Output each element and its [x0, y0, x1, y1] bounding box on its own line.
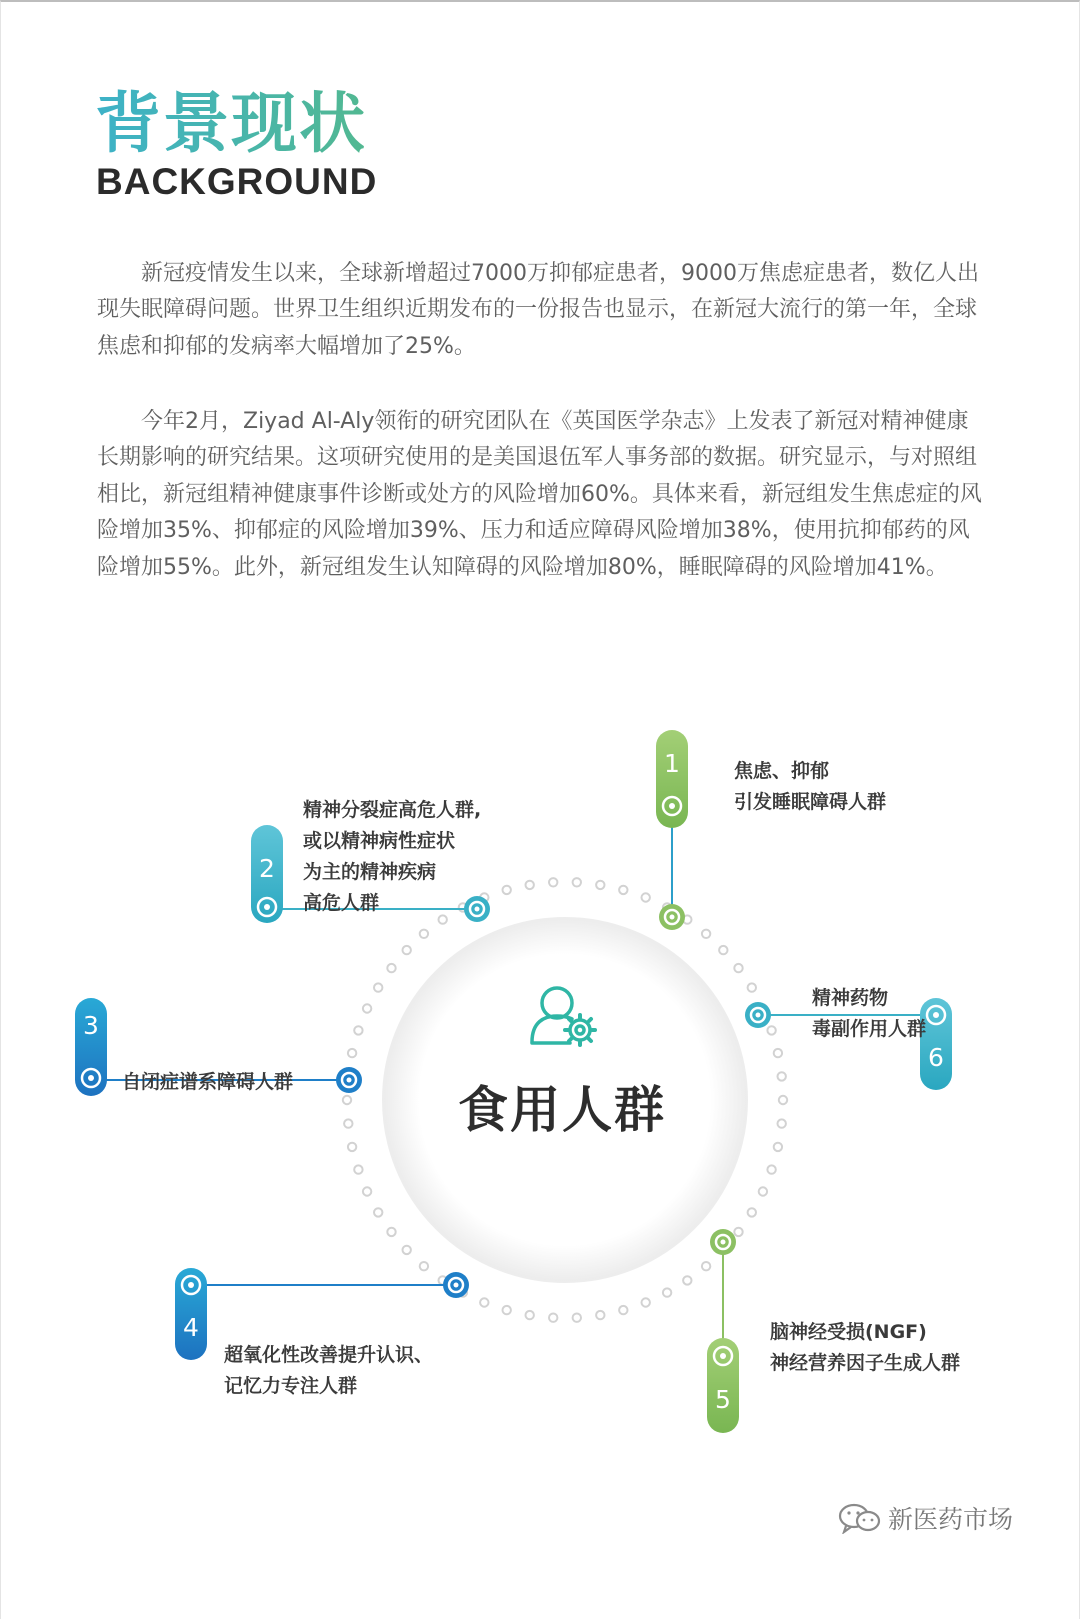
- group-2-line-3: 为主的精神疾病: [303, 861, 437, 883]
- pill-number-1: 1: [664, 749, 680, 778]
- ring-pin-3: [336, 1067, 362, 1093]
- ring-dot: [642, 893, 650, 901]
- ring-dot: [354, 1026, 362, 1034]
- ring-dot: [778, 1072, 786, 1080]
- group-4-line-2: 记忆力专注人群: [224, 1375, 358, 1397]
- group-5-line-1: 脑神经受损(NGF): [770, 1321, 927, 1343]
- ring-dot: [759, 1187, 767, 1195]
- ring-dot: [573, 1314, 581, 1322]
- group-2-line-2: 或以精神病性症状: [303, 830, 456, 852]
- ring-dot: [619, 1306, 627, 1314]
- pill-3: [75, 998, 107, 1096]
- group-2-line-1: 精神分裂症高危人群,: [303, 799, 482, 821]
- section-title-en: BACKGROUND: [96, 161, 378, 202]
- group-label-6: [812, 983, 926, 1045]
- ring-dot: [526, 1311, 534, 1319]
- group-1-line-2: 引发睡眠障碍人群: [734, 791, 887, 813]
- group-1-line-1: 焦虑、抑郁: [734, 760, 830, 782]
- ring-dot: [354, 1165, 362, 1173]
- ring-dot: [748, 1208, 756, 1216]
- pill-number-2: 2: [259, 854, 275, 883]
- pill-number-3: 3: [83, 1011, 99, 1040]
- ring-dot: [596, 1311, 604, 1319]
- ring-dot: [774, 1049, 782, 1057]
- ring-dot: [503, 1306, 511, 1314]
- ring-pin-5: [710, 1229, 736, 1255]
- ring-dot: [420, 930, 428, 938]
- ring-dot: [387, 1228, 395, 1236]
- ring-dot: [619, 886, 627, 894]
- ring-dot: [683, 1276, 691, 1284]
- group-6-line-1: 精神药物: [812, 987, 889, 1009]
- group-label-2: [303, 795, 481, 919]
- group-3-line-1: 自闭症谱系障碍人群: [122, 1071, 294, 1093]
- ring-pin-6: [745, 1002, 771, 1028]
- ring-dot: [348, 1049, 356, 1057]
- ring-dot: [702, 930, 710, 938]
- ring-dot: [748, 983, 756, 991]
- pill-number-4: 4: [183, 1313, 199, 1342]
- group-6-line-2: 毒副作用人群: [812, 1018, 927, 1040]
- pill-number-6: 6: [928, 1043, 944, 1072]
- ring-pin-1: [659, 904, 685, 930]
- group-2-line-4: 高危人群: [303, 892, 380, 914]
- ring-dot: [549, 878, 557, 886]
- ring-dot: [387, 964, 395, 972]
- ring-dot: [663, 1288, 671, 1296]
- pill-4: [175, 1268, 207, 1360]
- ring-dot: [344, 1119, 352, 1127]
- ring-dot: [702, 1262, 710, 1270]
- ring-dot: [403, 1246, 411, 1254]
- pill-5: [707, 1338, 739, 1433]
- group-4-line-1: 超氧化性改善提升认识、: [224, 1344, 434, 1366]
- ring-dot: [778, 1119, 786, 1127]
- ring-dot: [526, 881, 534, 889]
- ring-dot: [374, 1208, 382, 1216]
- ring-dot: [363, 1004, 371, 1012]
- ring-dot: [719, 946, 727, 954]
- group-5-line-2: 神经营养因子生成人群: [770, 1352, 961, 1374]
- ring-dot: [549, 1314, 557, 1322]
- ring-dot: [774, 1143, 782, 1151]
- ring-dot: [403, 946, 411, 954]
- paragraph-2: 今年2月，Ziyad Al-Aly领衔的研究团队在《英国医学杂志》上发表了新冠对精神健康长期影响的研究结果。这项研究使用的是美国退伍军人事务部的数据。研究显示，与对照组相比，新冠组精神健康事件诊断或处方的风险增加60%。具体来看，新冠组发生焦虑症的风险增加35%、抑郁症的风险增加39%、压力和适应障碍风险增加38%，使用抗抑郁药的风险增加55%。此外，新冠组发生认知障碍的风险增加80%，睡眠障碍的风险增加41%。: [97, 409, 982, 580]
- ring-dot: [480, 1298, 488, 1306]
- section-title-cn: 背景现状: [95, 85, 367, 162]
- ring-dot: [734, 964, 742, 972]
- group-label-3: [122, 1067, 293, 1098]
- ring-dot: [363, 1187, 371, 1195]
- ring-pin-4: [443, 1272, 469, 1298]
- ring-dot: [343, 1096, 351, 1104]
- watermark: [838, 1500, 1013, 1536]
- ring-dot: [420, 1262, 428, 1270]
- ring-dot: [348, 1143, 356, 1151]
- center-title: 食用人群: [458, 1081, 666, 1139]
- ring-dot: [767, 1026, 775, 1034]
- ring-dot: [503, 886, 511, 894]
- ring-dot: [573, 878, 581, 886]
- wechat-icon: [838, 1502, 882, 1534]
- group-label-4: [224, 1340, 433, 1402]
- ring-dot: [596, 881, 604, 889]
- ring-dot: [374, 983, 382, 991]
- ring-dot: [767, 1165, 775, 1173]
- pill-number-5: 5: [715, 1385, 731, 1414]
- watermark-text: 新医药市场: [888, 1505, 1014, 1534]
- pill-1: [656, 730, 688, 828]
- pill-2: [251, 825, 283, 923]
- group-label-1: [734, 756, 886, 818]
- group-label-5: [770, 1317, 960, 1379]
- ring-dot: [734, 1228, 742, 1236]
- ring-dot: [779, 1096, 787, 1104]
- ring-dot: [642, 1298, 650, 1306]
- paragraph-1: 新冠疫情发生以来，全球新增超过7000万抑郁症患者，9000万焦虑症患者，数亿人出现失眠障碍问题。世界卫生组织近期发布的一份报告也显示，在新冠大流行的第一年，全球焦虑和抑郁的发病率大幅增加了25%。: [97, 261, 979, 359]
